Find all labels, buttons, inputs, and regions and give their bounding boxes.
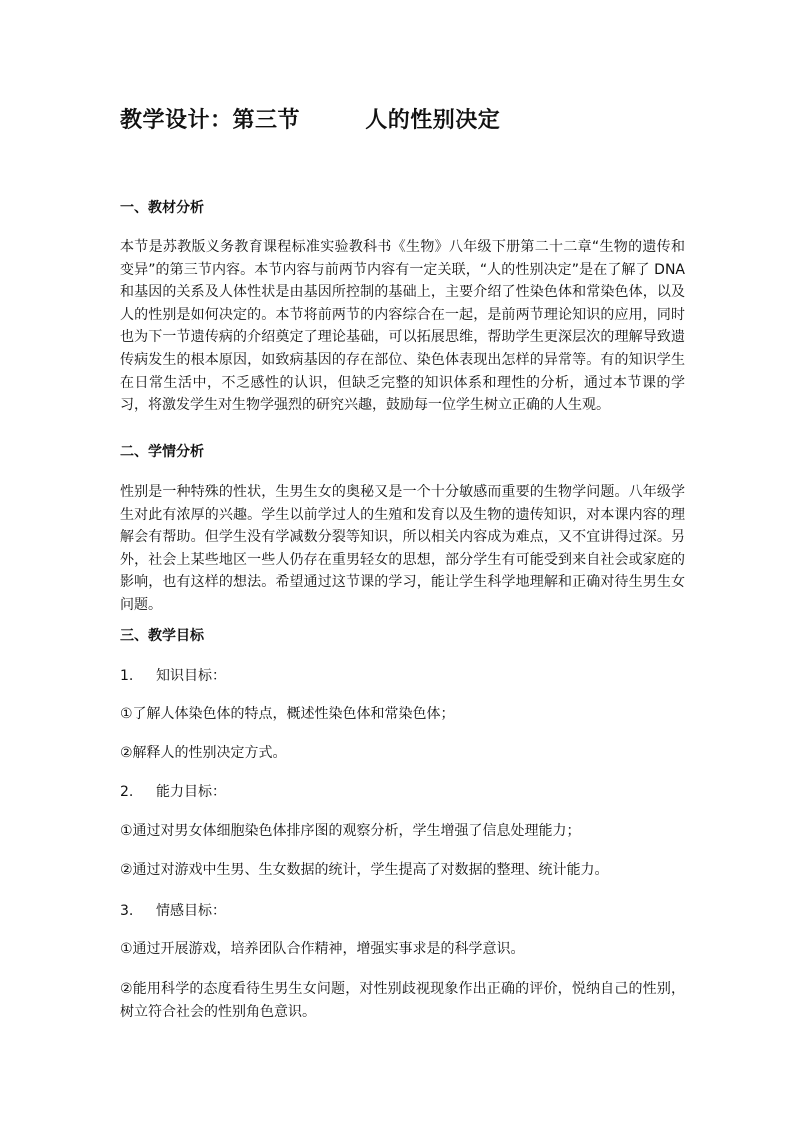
section-heading-textbook-analysis: 一、教材分析 xyxy=(120,200,204,216)
goal-ability-heading xyxy=(120,782,226,802)
goal-emotion-number: 3. xyxy=(120,903,134,919)
goal-emotion-item-1: ①通过开展游戏，培养团队合作精神，增强实事求是的科学意识。 xyxy=(120,941,525,957)
paragraph-textbook-analysis: 本节是苏教版义务教育课程标准实验教科书《生物》八年级下册第二十二章“生物的遗传和变异”的第三节内容。本节内容与前两节内容有一定关联，“人的性别决定”是在了解了 DNA和基因的关系及人体性状是由基因所控制的基础上，主要介绍了性染色体和常染色体，以及人的性别是如何决定的。本节将前两节的内容综合在一起，是前两节理论知识的应用，同时也为下一节遗传病的介绍奠定了理论基础，可以拓展思维，帮助学生更深层次的理解导致遗传病发生的根本原因，如致病基因的存在部位、染色体表现出怎样的异常等。有的知识学生在日常生活中，不乏感性的认识，但缺乏完整的知识体系和理性的分析，通过本节课的学习，将激发学生对生物学强烈的研究兴趣，鼓励每一位学生树立正确的人生观。 xyxy=(120,239,685,414)
goal-knowledge-item-1: ①了解人体染色体的特点，概述性染色体和常染色体； xyxy=(120,706,455,722)
goal-ability-number: 2. xyxy=(120,784,134,800)
goal-emotion-label: 情感目标： xyxy=(156,903,226,919)
section-heading-teaching-goals: 三、教学目标 xyxy=(120,628,204,644)
goal-knowledge-number: 1. xyxy=(120,668,134,684)
paragraph-student-analysis: 性别是一种特殊的性状，生男生女的奥秘又是一个十分敏感而重要的生物学问题。八年级学生对此有浓厚的兴趣。学生以前学过人的生殖和发育以及生物的遗传知识，对本课内容的理解会有帮助。但学生没有学减数分裂等知识，所以相关内容成为难点，又不宜讲得过深。另外，社会上某些地区一些人仍存在重男轻女的思想，部分学生有可能受到来自社会或家庭的影响，也有这样的想法。希望通过这节课的学习，能让学生科学地理解和正确对待生男生女问题。 xyxy=(120,484,685,613)
goal-ability-label: 能力目标： xyxy=(156,784,226,800)
goal-knowledge-heading xyxy=(120,666,226,686)
goal-ability-item-2: ②通过对游戏中生男、生女数据的统计，学生提高了对数据的整理、统计能力。 xyxy=(120,862,609,878)
page-title: 教学设计：第三节 人的性别决定 xyxy=(120,108,501,133)
goal-knowledge-item-2: ②解释人的性别决定方式。 xyxy=(120,745,287,761)
section-heading-student-analysis: 二、学情分析 xyxy=(120,444,204,460)
goal-emotion-heading xyxy=(120,901,226,921)
goal-ability-item-1: ①通过对男女体细胞染色体排序图的观察分析，学生增强了信息处理能力； xyxy=(120,823,581,839)
goal-knowledge-label: 知识目标： xyxy=(156,668,226,684)
goal-emotion-item-2: ②能用科学的态度看待生男生女问题，对性别歧视现象作出正确的评价，悦纳自己的性别，树立符合社会的性别角色意识。 xyxy=(120,981,685,1020)
